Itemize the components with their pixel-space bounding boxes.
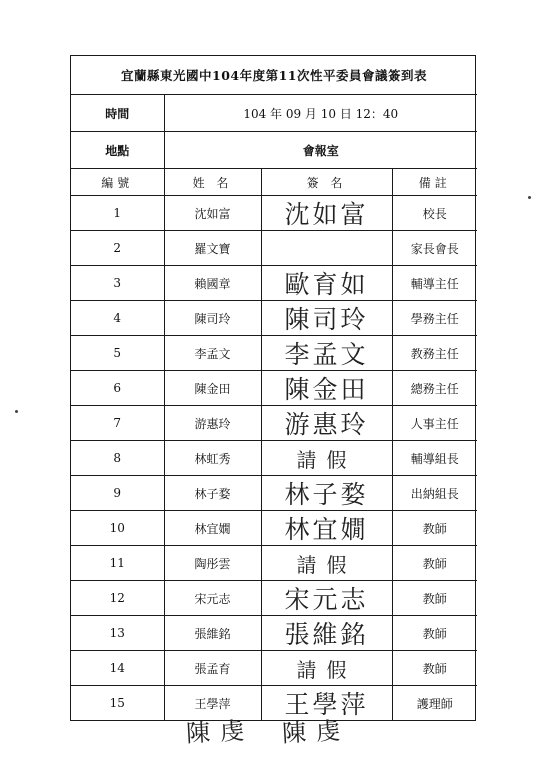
header-name: 姓 名 [164,169,261,196]
row-name: 張維銘 [164,616,261,651]
handwritten-signature: 請假 [296,657,357,682]
row-number: 11 [71,546,164,581]
row-note: 教師 [392,581,477,616]
handwritten-signature: 林子婺 [284,480,369,509]
row-name: 林子婺 [164,476,261,511]
sign-in-table [71,56,477,720]
handwritten-signature: 宋元志 [284,585,369,614]
sign-in-sheet [70,55,476,721]
extra-signature: 陳虔 [185,716,255,748]
handwritten-signature: 李孟文 [284,340,369,369]
time-label: 時間 [71,95,164,132]
row-note: 校長 [392,196,477,231]
header-sign: 簽 名 [261,169,392,196]
row-name: 張孟育 [164,651,261,686]
row-note: 教師 [392,546,477,581]
row-note: 學務主任 [392,301,477,336]
row-number: 4 [71,301,164,336]
handwritten-signature: 歐育如 [284,270,369,299]
row-name: 陳金田 [164,371,261,406]
header-note: 備註 [392,169,477,196]
row-name: 賴國章 [164,266,261,301]
handwritten-signature: 張維銘 [284,620,369,649]
row-number: 13 [71,616,164,651]
title-row [71,56,477,95]
row-number: 6 [71,371,164,406]
row-note: 教師 [392,651,477,686]
attendee-rows [71,196,477,721]
row-note: 教務主任 [392,336,477,371]
handwritten-signature: 請假 [296,447,357,472]
row-note: 護理師 [392,686,477,721]
row-note: 輔導主任 [392,266,477,301]
handwritten-signature: 游惠玲 [284,410,369,439]
row-note: 人事主任 [392,406,477,441]
row-number: 2 [71,231,164,266]
handwritten-signature: 請假 [296,552,357,577]
handwritten-signature: 陳司玲 [284,305,369,334]
row-number: 3 [71,266,164,301]
row-note: 家長會長 [392,231,477,266]
scan-speck [15,410,18,413]
row-name: 王學萍 [164,686,261,721]
row-number: 10 [71,511,164,546]
row-name: 林宜嫺 [164,511,261,546]
row-name: 李孟文 [164,336,261,371]
handwritten-signature: 陳金田 [284,375,369,404]
location-label: 地點 [71,132,164,169]
sheet-title: 宜蘭縣東光國中104年度第11次性平委員會議簽到表 [71,56,477,95]
location-value: 會報室 [164,132,477,169]
row-note: 教師 [392,511,477,546]
row-number: 7 [71,406,164,441]
row-number: 5 [71,336,164,371]
time-value: 104 年 09 月 10 日 12：40 [164,95,477,132]
row-note: 總務主任 [392,371,477,406]
row-note: 輔導組長 [392,441,477,476]
row-name: 沈如富 [164,196,261,231]
time-row [71,95,477,132]
handwritten-signature: 林宜嫺 [284,515,369,544]
row-name: 陳司玲 [164,301,261,336]
row-name: 宋元志 [164,581,261,616]
row-name: 林虹秀 [164,441,261,476]
row-name: 陶彤雲 [164,546,261,581]
row-number: 8 [71,441,164,476]
row-number: 12 [71,581,164,616]
row-number: 1 [71,196,164,231]
row-name: 羅文寶 [164,231,261,266]
handwritten-signature: 王學萍 [284,690,369,719]
header-no: 編號 [71,169,164,196]
row-name: 游惠玲 [164,406,261,441]
location-row [71,132,477,169]
extra-signature: 陳虔 [281,716,351,748]
row-number: 14 [71,651,164,686]
handwritten-signature: 沈如富 [284,200,369,229]
row-note: 出納組長 [392,476,477,511]
row-number: 9 [71,476,164,511]
scan-speck [528,196,531,199]
row-note: 教師 [392,616,477,651]
row-number: 15 [71,686,164,721]
table-row [71,686,477,721]
